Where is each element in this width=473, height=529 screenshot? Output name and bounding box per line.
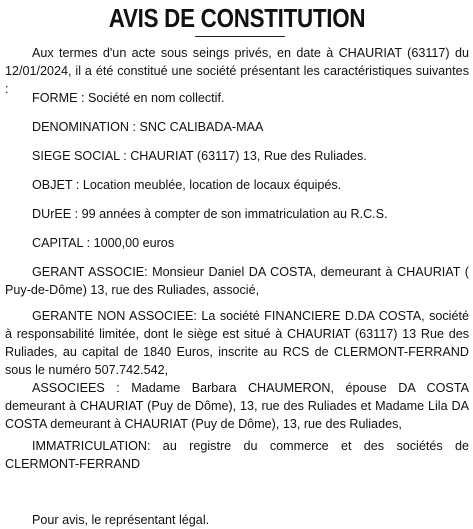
paragraph-denomination: DENOMINATION : SNC CALIBADA-MAA: [32, 120, 264, 134]
paragraph-capital: CAPITAL : 1000,00 euros: [32, 236, 175, 250]
paragraph-siege-social: SIEGE SOCIAL : CHAURIAT (63117) 13, Rue des Ruliades.: [32, 149, 367, 163]
title-underline: [195, 36, 285, 37]
legal-notice: [5, 0, 469, 528]
paragraph-forme: FORME : Société en nom collectif.: [32, 91, 225, 105]
paragraph-duree: DUrEE : 99 années à compter de son immatriculation au R.C.S.: [32, 207, 388, 221]
paragraph-signature: Pour avis, le représentant légal.: [32, 513, 210, 527]
paragraph-immatriculation: IMMATRICULATION: au registre du commerce et des sociétés de CLERMONT-FERRAND: [5, 439, 469, 471]
paragraph-gerant-associe: GERANT ASSOCIE: Monsieur Daniel DA COSTA, demeurant à CHAURIAT ( Puy-de-Dôme) 13, rue des Ruliades, associé,: [5, 265, 469, 297]
paragraph-gerante-non-associee: GERANTE NON ASSOCIEE: La société FINANCIERE D.DA COSTA, société à responsabilité limitée, dont le siège est situé à CHAURIAT (63117) 13 Rue des Ruliades, au capital de 1840 Euros, inscrite au RCS de CLERMONT-FERRAND sous le numéro 507.742.542,: [5, 309, 469, 377]
paragraph-objet: OBJET : Location meublée, location de locaux équipés.: [32, 178, 342, 192]
paragraph-associees: ASSOCIEES : Madame Barbara CHAUMERON, épouse DA COSTA demeurant à CHAURIAT (Puy de Dôme), 13, rue des Ruliades et Madame Lila DA COSTA demeurant à CHAURIAT (Puy de Dôme), 13, rue des Ruliades,: [5, 381, 469, 431]
notice-title: AVIS DE CONSTITUTION: [108, 3, 366, 33]
paragraph-intro: Aux termes d'un acte sous seings privés, en date à CHAURIAT (63117) du 12/01/2024, il a été constitué une société présentant les caractéristiques suivantes :: [5, 46, 469, 96]
